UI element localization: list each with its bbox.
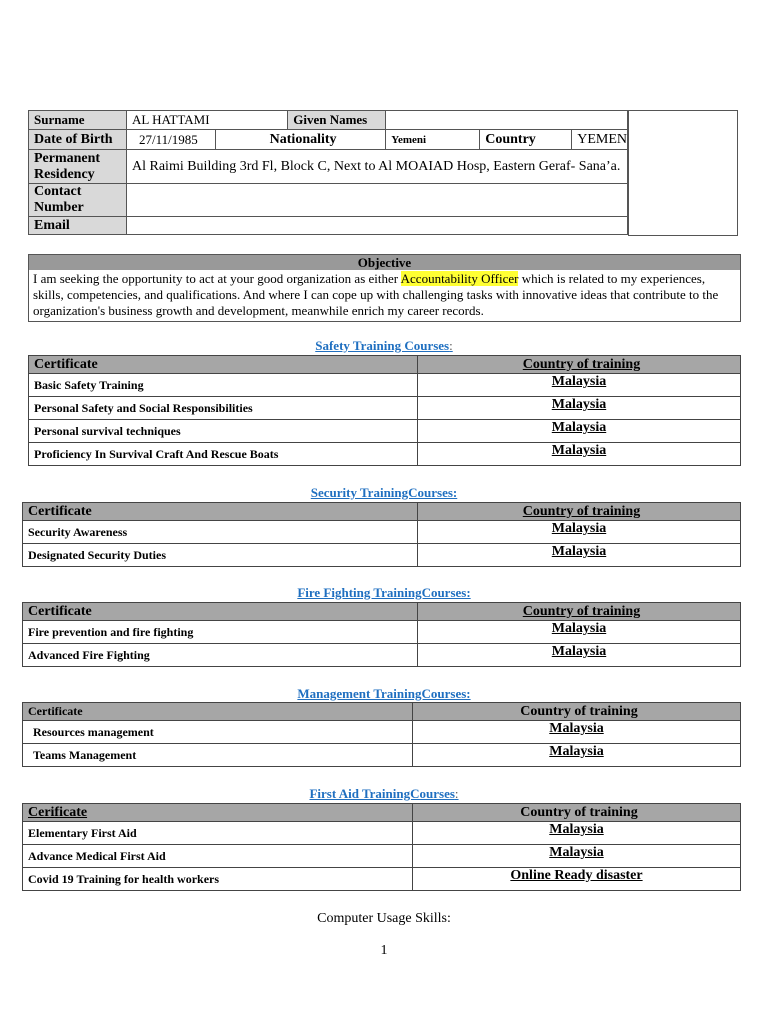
- safety-title-text: Safety Training Courses: [315, 338, 450, 353]
- cert-header: Certificate: [23, 503, 418, 521]
- email-label: Email: [29, 217, 127, 235]
- objective-text: [29, 270, 740, 321]
- cert-header: Certificate: [23, 603, 418, 621]
- photo-box: [628, 110, 738, 236]
- residency-label: Permanent Residency: [29, 150, 127, 184]
- firstaid-title-text: First Aid TrainingCourses: [309, 786, 455, 801]
- contact-value: [127, 184, 628, 217]
- country-cell: Malaysia: [418, 374, 741, 397]
- contact-label: Contact Number: [29, 184, 127, 217]
- objective-title: Objective: [29, 255, 740, 270]
- objective-box: [28, 254, 741, 322]
- cert-header: Cerificate: [23, 804, 413, 822]
- country-cell: Malaysia: [418, 644, 741, 667]
- fire-section-title: Fire Fighting TrainingCourses:: [297, 585, 471, 600]
- cert-cell: Designated Security Duties: [23, 544, 418, 567]
- country-cell: Malaysia: [418, 521, 741, 544]
- country-cell: Malaysia: [418, 621, 741, 644]
- country-header: Country of training: [413, 703, 741, 721]
- country-cell: Malaysia: [413, 822, 741, 845]
- dob-value: 27/11/1985: [127, 130, 216, 150]
- management-courses-table: [22, 702, 741, 767]
- objective-text-part: I am seeking the opportunity to act at your good organization as either: [33, 271, 401, 286]
- firstaid-courses-table: [22, 803, 741, 891]
- country-cell: Malaysia: [413, 744, 741, 767]
- nationality-label: Nationality: [216, 130, 386, 150]
- cert-cell: Basic Safety Training: [29, 374, 418, 397]
- cert-cell: Proficiency In Survival Craft And Rescue Boats: [29, 443, 418, 466]
- country-header: Country of training: [418, 503, 741, 521]
- cert-cell: Security Awareness: [23, 521, 418, 544]
- page-number: 1: [380, 943, 388, 958]
- country-label: Country: [480, 130, 572, 150]
- objective-text-part: which is related to my experiences, skills, competencies, and qualifications. And where I can cope up with challenging tasks with innovative ideas that contribute to the organization's business growth and development, meanwhile enrich my career records.: [33, 271, 719, 318]
- given-names-value: [386, 111, 628, 130]
- country-cell: Malaysia: [413, 721, 741, 744]
- country-cell: Online Ready disaster: [413, 868, 741, 891]
- cert-cell: Personal Safety and Social Responsibilities: [29, 397, 418, 420]
- safety-section-title: [0, 338, 768, 354]
- cert-cell: Advanced Fire Fighting: [23, 644, 418, 667]
- management-section-title: Management TrainingCourses:: [297, 686, 471, 701]
- cert-cell: Elementary First Aid: [23, 822, 413, 845]
- country-value: YEMEN: [572, 130, 628, 150]
- country-cell: Malaysia: [418, 544, 741, 567]
- country-cell: Malaysia: [418, 420, 741, 443]
- cert-cell: Advance Medical First Aid: [23, 845, 413, 868]
- country-header: Country of training: [418, 603, 741, 621]
- computer-skills-heading: Computer Usage Skills:: [317, 911, 451, 926]
- security-courses-table: [22, 502, 741, 567]
- objective-highlight: Accountability Officer: [400, 271, 519, 286]
- residency-value: Al Raimi Building 3rd Fl, Block C, Next to Al MOAIAD Hosp, Eastern Geraf- Sana’a.: [127, 150, 628, 184]
- fire-courses-table: [22, 602, 741, 667]
- cert-cell: Teams Management: [23, 744, 413, 767]
- dob-label: Date of Birth: [29, 130, 127, 150]
- cert-cell: Covid 19 Training for health workers: [23, 868, 413, 891]
- safety-courses-table: [28, 355, 741, 466]
- cert-header: Certificate: [23, 703, 413, 721]
- given-names-label: Given Names: [288, 111, 386, 130]
- cert-cell: Resources management: [23, 721, 413, 744]
- surname-label: Surname: [29, 111, 127, 130]
- cert-header: Certificate: [29, 356, 418, 374]
- country-header: Country of training: [413, 804, 741, 822]
- email-value: [127, 217, 628, 235]
- country-cell: Malaysia: [418, 443, 741, 466]
- country-cell: Malaysia: [413, 845, 741, 868]
- safety-title-suffix: :: [449, 338, 453, 353]
- country-header: Country of training: [418, 356, 741, 374]
- cert-cell: Personal survival techniques: [29, 420, 418, 443]
- firstaid-section-title: [0, 786, 768, 802]
- personal-info-table: [28, 110, 628, 235]
- cert-cell: Fire prevention and fire fighting: [23, 621, 418, 644]
- firstaid-title-suffix: :: [454, 786, 459, 801]
- nationality-value: Yemeni: [386, 130, 480, 150]
- country-cell: Malaysia: [418, 397, 741, 420]
- surname-value: AL HATTAMI: [127, 111, 288, 130]
- security-section-title: Security TrainingCourses:: [310, 485, 458, 500]
